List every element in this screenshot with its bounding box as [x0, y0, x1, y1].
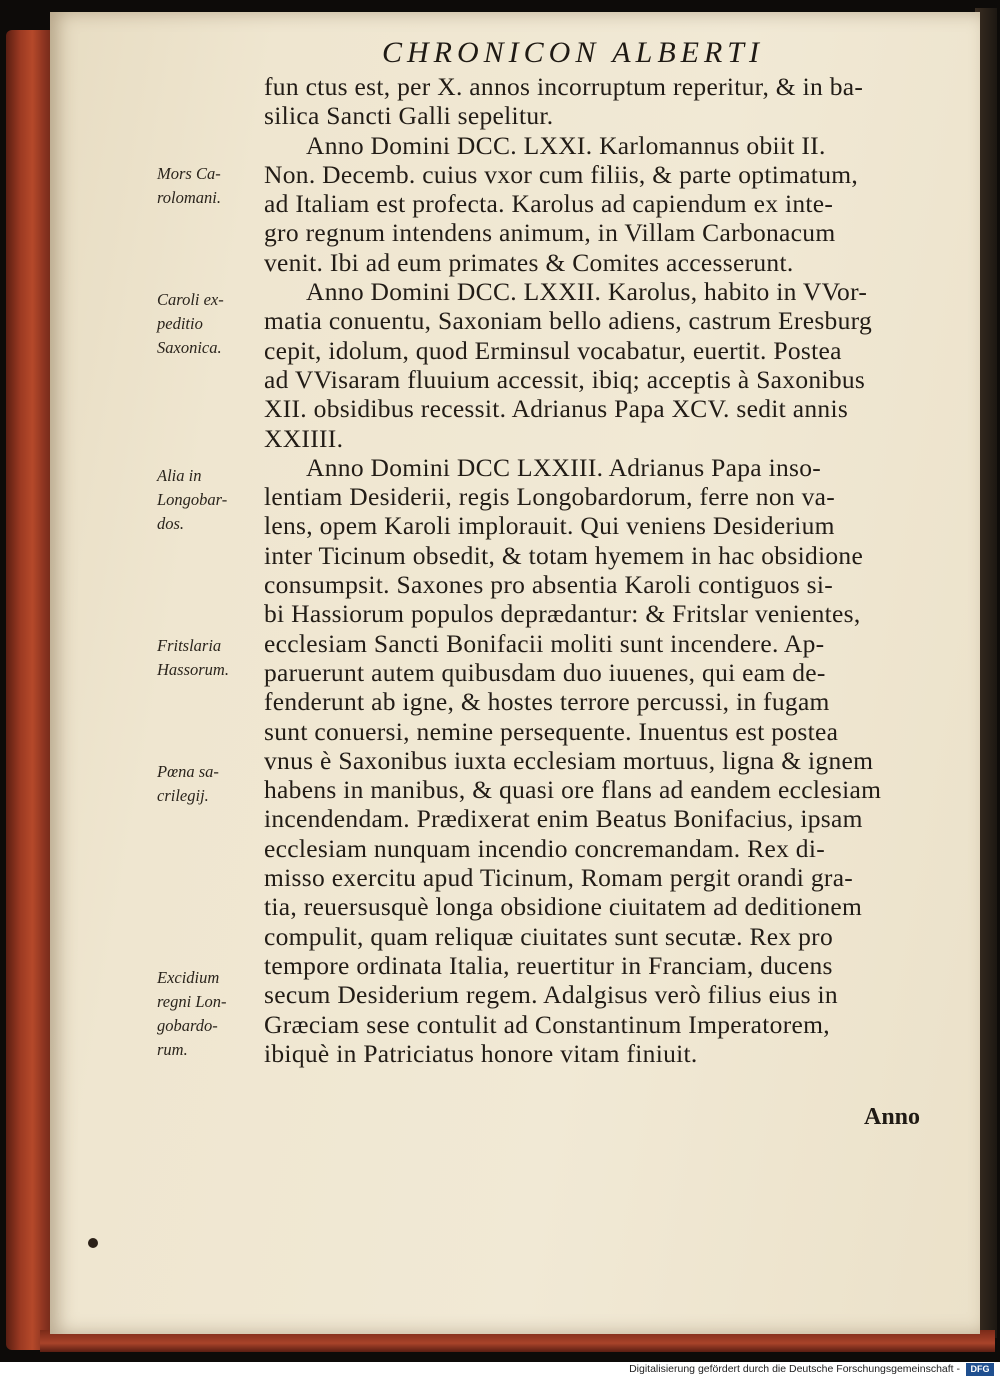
text-line: compulit, quam reliquæ ciuitates sunt secutæ. Rex pro [264, 921, 834, 951]
text-line: inter Ticinum obsedit, & totam hyemem in hac obsidione [264, 540, 864, 570]
marginal-note [157, 288, 267, 360]
text-line: ecclesiam nunquam incendio concremandam. Rex di- [264, 833, 826, 863]
marginal-note-line: regni Lon- [157, 992, 227, 1011]
text-line: ecclesiam Sancti Bonifacii moliti sunt incendere. Ap- [264, 628, 825, 658]
marginal-note-line: Alia in [157, 466, 202, 485]
text-line: bi Hassiorum populos deprædantur: & Fritslar venientes, [264, 599, 861, 629]
text-line: Non. Decemb. cuius vxor cum filiis, & parte optimatum, [264, 159, 859, 189]
text-line: tia, reuersusquè longa obsidione ciuitatem ad deditionem [264, 892, 863, 922]
text-line: Græciam sese contulit ad Constantinum Imperatorem, [264, 1009, 830, 1039]
text-line: consumpsit. Saxones pro absentia Karoli contiguos si- [264, 570, 834, 600]
marginal-note-line: rum. [157, 1040, 188, 1059]
text-line: lentiam Desiderii, regis Longobardorum, ferre non va- [264, 482, 836, 512]
running-title: CHRONICON ALBERTI [382, 36, 764, 69]
text-line: gro regnum intendens animum, in Villam Carbonacum [264, 218, 836, 248]
text-line: secum Desiderium regem. Adalgisus verò filius eius in [264, 980, 838, 1010]
text-line: habens in manibus, & quasi ore flans ad eandem ecclesiam [264, 775, 882, 805]
book-edge-left [6, 30, 54, 1350]
text-line: XII. obsidibus recessit. Adrianus Papa XCV. sedit annis [264, 394, 849, 424]
text-line: misso exercitu apud Ticinum, Romam pergit orandi gra- [264, 863, 854, 893]
dfg-logo-icon: DFG [966, 1363, 994, 1376]
text-line: Anno Domini DCC. LXXI. Karlomannus obiit II. [306, 130, 826, 160]
marginal-note-line: crilegij. [157, 786, 209, 805]
text-line: lens, opem Karoli implorauit. Qui veniens Desiderium [264, 511, 835, 541]
marginal-note-line: Hassorum. [157, 660, 229, 679]
text-line: matia conuentu, Saxoniam bello adiens, castrum Eresburg [264, 306, 873, 336]
ink-spot [88, 1238, 98, 1248]
text-line: silica Sancti Galli sepelitur. [264, 101, 554, 131]
marginal-note [157, 634, 267, 682]
marginal-note [157, 760, 267, 808]
text-line: Anno Domini DCC. LXXII. Karolus, habito in VVor- [306, 277, 868, 307]
digitization-footer [0, 1362, 1000, 1378]
text-line: ibiquè in Patriciatus honore vitam finiuit. [264, 1038, 698, 1068]
text-line: sunt conuersi, nemine persequente. Inuentus est postea [264, 716, 839, 746]
marginal-note [157, 162, 267, 210]
marginal-note-line: Saxonica. [157, 338, 222, 357]
marginal-note [157, 966, 267, 1062]
text-line: paruerunt autem quibusdam duo iuuenes, qui eam de- [264, 657, 826, 687]
text-line: cepit, idolum, quod Erminsul vocabatur, euertit. Postea [264, 335, 842, 365]
text-line: tempore ordinata Italia, reuertitur in Franciam, ducens [264, 950, 833, 980]
marginal-note-line: peditio [157, 314, 203, 333]
text-line: Anno Domini DCC LXXIII. Adrianus Papa inso- [306, 452, 822, 482]
text-line: fenderunt ab igne, & hostes terrore percussi, in fugam [264, 687, 830, 717]
marginal-note-line: rolomani. [157, 188, 222, 207]
text-line: vnus è Saxonibus iuxta ecclesiam mortuus, ligna & ignem [264, 745, 874, 775]
marginal-note-line: Longobar- [157, 490, 228, 509]
marginal-note-line: Pœna sa- [157, 762, 219, 781]
text-line: incendendam. Prædixerat enim Beatus Bonifacius, ipsam [264, 804, 863, 834]
catchword: Anno [864, 1104, 921, 1130]
body-text [264, 72, 944, 1068]
text-line: venit. Ibi ad eum primates & Comites accesserunt. [264, 247, 794, 277]
marginal-note-line: Caroli ex- [157, 290, 224, 309]
text-line: ad Italiam est profecta. Karolus ad capiendum ex inte- [264, 189, 834, 219]
footer-credit: Digitalisierung gefördert durch die Deutsche Forschungsgemeinschaft - [629, 1363, 960, 1375]
marginal-note-line: gobardo- [157, 1016, 218, 1035]
marginal-note-line: dos. [157, 514, 185, 533]
marginal-note [157, 464, 267, 536]
text-line: ad VVisaram fluuium accessit, ibiq; acceptis à Saxonibus [264, 364, 866, 394]
text-line: fun ctus est, per X. annos incorruptum reperitur, & in ba- [264, 72, 864, 101]
marginal-note-line: Mors Ca- [157, 164, 221, 183]
marginal-note-line: Excidium [157, 968, 220, 987]
text-line: XXIIII. [264, 423, 344, 453]
marginal-note-line: Fritslaria [157, 636, 222, 655]
